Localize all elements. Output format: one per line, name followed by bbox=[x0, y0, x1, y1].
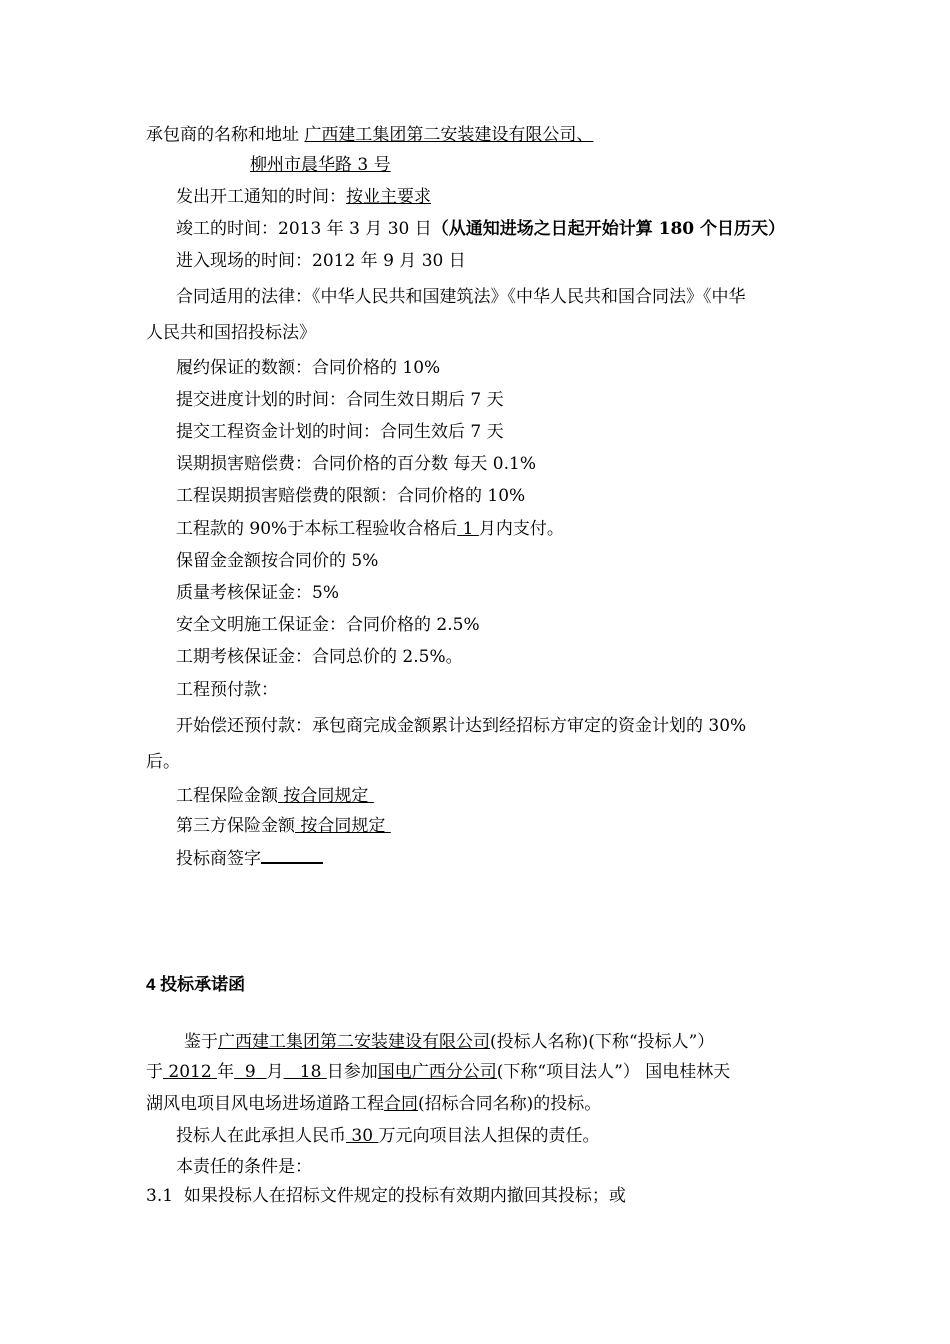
notice-label: 发出开工通知的时间： bbox=[176, 187, 346, 207]
year-unit: 年 bbox=[217, 1062, 235, 1082]
bid-year: 2012 bbox=[168, 1062, 212, 1082]
condition-number: 3.1 bbox=[146, 1186, 174, 1206]
payment-suffix: 月内支付。 bbox=[478, 519, 564, 539]
completion-line bbox=[176, 218, 785, 240]
signature-line bbox=[176, 846, 323, 870]
guarantee-suffix: 万元向项目法人担保的责任。 bbox=[378, 1126, 600, 1146]
guarantee-prefix: 投标人在此承担人民币 bbox=[176, 1126, 346, 1146]
schedule-bond-line: 工期考核保证金：合同总价的 2.5%。 bbox=[176, 647, 463, 667]
signature-label: 投标商签字 bbox=[176, 849, 261, 869]
quality-bond-line: 质量考核保证金：5% bbox=[176, 583, 339, 603]
insurance-line bbox=[176, 785, 374, 807]
payment-line bbox=[176, 518, 564, 540]
letter-paragraph-line-3 bbox=[146, 1093, 601, 1115]
contract-word: 合同 bbox=[384, 1094, 418, 1114]
notice-line bbox=[176, 186, 431, 208]
law-line-2: 人民共和国招投标法》 bbox=[146, 323, 316, 343]
guarantee-line bbox=[176, 1125, 599, 1147]
bid-month: 9 bbox=[244, 1062, 256, 1082]
contractor-line bbox=[146, 124, 593, 146]
completion-label: 竣工的时间： bbox=[176, 219, 278, 239]
condition-text: 如果投标人在招标文件规定的投标有效期内撤回其投标；或 bbox=[183, 1186, 626, 1206]
third-party-insurance-line bbox=[176, 815, 391, 837]
third-party-value: 按合同规定 bbox=[300, 816, 386, 836]
contractor-address: 柳州市晨华路 3 号 bbox=[250, 155, 391, 175]
owner-note: (下称“项目法人”） 国电桂林天 bbox=[496, 1062, 731, 1082]
law-line-1: 合同适用的法律：《中华人民共和国建筑法》《中华人民共和国合同法》《中华 bbox=[176, 287, 746, 307]
letter-prefix: 鉴于 bbox=[184, 1032, 218, 1052]
month-unit: 月 bbox=[266, 1062, 284, 1082]
conditions-label: 本责任的条件是： bbox=[176, 1157, 312, 1177]
performance-security-line: 履约保证的数额：合同价格的 10% bbox=[176, 358, 441, 378]
contract-note: (招标合同名称)的投标。 bbox=[418, 1094, 602, 1114]
payment-months: 1 bbox=[462, 519, 474, 539]
notice-value: 按业主要求 bbox=[346, 187, 431, 207]
payment-prefix: 工程款的 90%于本标工程验收合格后 bbox=[176, 519, 458, 539]
safety-bond-line: 安全文明施工保证金：合同价格的 2.5% bbox=[176, 615, 480, 635]
letter-paragraph-line-2 bbox=[146, 1061, 730, 1083]
delay-damages-line: 误期损害赔偿费：合同价格的百分数 每天 0.1% bbox=[176, 454, 536, 474]
project-name: 湖风电项目风电场进场道路工程 bbox=[146, 1094, 384, 1114]
insurance-value: 按合同规定 bbox=[283, 786, 369, 806]
section-heading: 4 投标承诺函 bbox=[146, 975, 246, 994]
signature-blank bbox=[261, 846, 323, 864]
advance-payment-line: 工程预付款： bbox=[176, 680, 278, 700]
contractor-label: 承包商的名称和地址 bbox=[146, 125, 299, 145]
bid-day: 18 bbox=[299, 1062, 322, 1082]
condition-3-1 bbox=[146, 1185, 626, 1207]
insurance-label: 工程保险金额 bbox=[176, 786, 278, 806]
repay-line-2: 后。 bbox=[146, 752, 180, 772]
completion-date: 2013 年 3 月 30 日 bbox=[278, 219, 432, 239]
date-prefix: 于 bbox=[146, 1062, 163, 1082]
retention-line: 保留金金额按合同价的 5% bbox=[176, 551, 379, 571]
bidder-note: (投标人名称)(下称“投标人”） bbox=[490, 1032, 715, 1052]
guarantee-amount: 30 bbox=[351, 1126, 374, 1146]
letter-paragraph-line-1 bbox=[184, 1031, 714, 1053]
delay-damages-limit-line: 工程误期损害赔偿费的限额：合同价格的 10% bbox=[176, 486, 526, 506]
bidder-name: 广西建工集团第二安装建设有限公司 bbox=[218, 1032, 490, 1052]
site-entry-line: 进入现场的时间：2012 年 9 月 30 日 bbox=[176, 251, 466, 271]
fund-plan-line: 提交工程资金计划的时间：合同生效后 7 天 bbox=[176, 422, 504, 442]
contractor-name: 广西建工集团第二安装建设有限公司、 bbox=[304, 125, 594, 145]
third-party-label: 第三方保险金额 bbox=[176, 816, 295, 836]
repay-line-1: 开始偿还预付款：承包商完成金额累计达到经招标方审定的资金计划的 30% bbox=[176, 716, 747, 736]
participate-text: 日参加 bbox=[326, 1062, 378, 1082]
owner-name: 国电广西分公司 bbox=[377, 1062, 497, 1082]
schedule-plan-line: 提交进度计划的时间：合同生效日期后 7 天 bbox=[176, 390, 504, 410]
completion-note: （从通知进场之日起开始计算 180 个日历天） bbox=[431, 219, 786, 239]
